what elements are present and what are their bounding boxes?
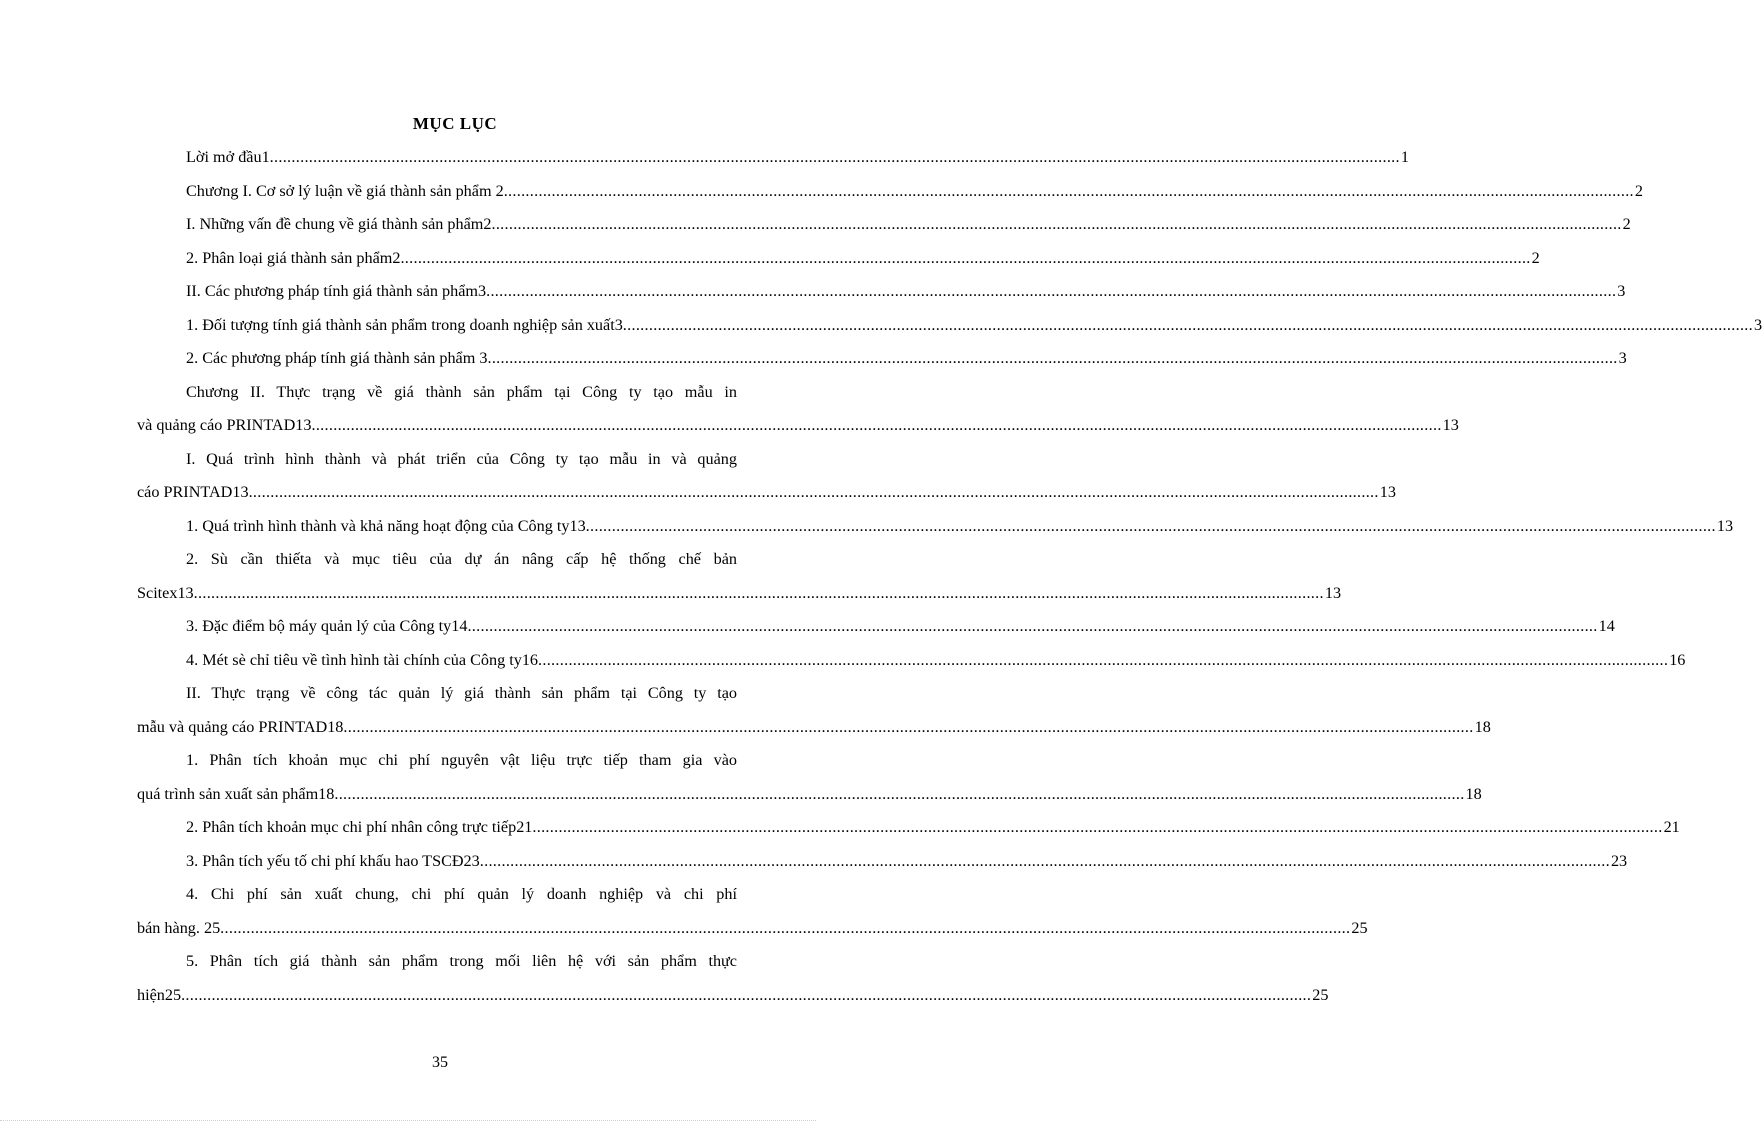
toc-entry[interactable] (137, 984, 1329, 1007)
toc-entry-text: Scitex13 (137, 583, 194, 602)
toc-leader-dots: .................................................................................................................................................................................................................................................................... (248, 483, 1379, 501)
toc-leader-dots: .................................................................................................................................................................................................................................................................... (486, 282, 1617, 300)
toc-entry-text: 1. Đối tượng tính giá thành sản phẩm trong doanh nghiệp sản xuất3 (186, 315, 623, 334)
toc-entry[interactable] (137, 716, 1491, 739)
toc-leader-dots: .................................................................................................................................................................................................................................................................... (479, 851, 1610, 870)
toc-entry-line1[interactable]: Chương II. Thực trạng về giá thành sản phẩm tại Công ty tạo mẫu in (186, 382, 737, 401)
toc-page-number: 21 (1663, 818, 1680, 836)
toc-page-number: 2 (1531, 248, 1540, 267)
toc-page-number: 13 (1324, 583, 1342, 602)
toc-entry[interactable] (137, 280, 1626, 303)
toc-entry[interactable] (137, 180, 1643, 203)
toc-entry-line1[interactable]: I. Quá trình hình thành và phát triển của Công ty tạo mẫu in và quảng (186, 449, 737, 468)
toc-page-number: 18 (1465, 784, 1482, 803)
toc-page-number: 23 (1610, 851, 1628, 870)
toc-entry-text: Lời mở đầu1 (186, 148, 270, 166)
toc-entry-text: cáo PRINTAD13 (137, 483, 249, 501)
toc-entry-text: và quảng cáo PRINTAD13 (137, 416, 312, 434)
toc-entry-line1[interactable]: 2. Sù cần thiếta và mục tiêu của dự án nâng cấp hệ thống chế bản (186, 550, 737, 568)
table-of-contents (137, 146, 1762, 1017)
toc-entry-text: 4. Mét sè chỉ tiêu về tình hình tài chính của Công ty16 (186, 650, 539, 669)
toc-entry-text: I. Những vấn đề chung về giá thành sản phẩm2 (186, 215, 492, 233)
toc-leader-dots: .................................................................................................................................................................................................................................................................... (220, 918, 1351, 937)
toc-leader-dots: .................................................................................................................................................................................................................................................................... (503, 181, 1634, 200)
toc-entry-text: hiện25 (137, 985, 182, 1004)
toc-page-number: 18 (1474, 717, 1491, 736)
toc-entry[interactable] (137, 347, 1627, 370)
toc-page-number: 2 (1622, 215, 1631, 233)
toc-leader-dots: .................................................................................................................................................................................................................................................................... (467, 617, 1598, 635)
toc-entry[interactable] (137, 783, 1482, 806)
toc-page-number: 13 (1442, 416, 1459, 434)
toc-page-number: 3 (1618, 349, 1627, 367)
toc-entry-text: Chương I. Cơ sở lý luận về giá thành sản phẩm 2 (186, 181, 504, 200)
toc-leader-dots: .................................................................................................................................................................................................................................................................... (269, 148, 1400, 166)
toc-entry-text: quá trình sản xuất sản phẩm18 (137, 784, 335, 803)
toc-entry-text: 2. Các phương pháp tính giá thành sản phẩm 3 (186, 349, 488, 367)
toc-entry-line1[interactable]: II. Thực trạng về công tác quản lý giá thành sản phẩm tại Công ty tạo (186, 684, 737, 702)
toc-page-number: 16 (1669, 650, 1686, 669)
toc-entry-text: II. Các phương pháp tính giá thành sản phẩm3 (186, 282, 487, 300)
toc-entry-text: mẫu và quảng cáo PRINTAD18 (137, 717, 344, 736)
toc-entry[interactable] (137, 481, 1396, 504)
toc-entry-text: 1. Quá trình hình thành và khả năng hoạt động của Công ty13 (186, 516, 586, 535)
toc-entry[interactable] (137, 649, 1686, 672)
toc-entry-line1[interactable]: 4. Chi phí sản xuất chung, chi phí quản lý doanh nghiệp và chi phí (186, 885, 737, 903)
toc-entry[interactable] (137, 917, 1368, 940)
toc-leader-dots: .................................................................................................................................................................................................................................................................... (532, 818, 1663, 836)
toc-leader-dots: .................................................................................................................................................................................................................................................................... (585, 516, 1716, 535)
toc-entry-line1[interactable]: 5. Phân tích giá thành sản phẩm trong mối liên hệ với sản phẩm thực (186, 952, 737, 970)
toc-page-number: 13 (1379, 483, 1396, 501)
toc-leader-dots: .................................................................................................................................................................................................................................................................... (193, 583, 1324, 602)
toc-entry[interactable] (137, 582, 1342, 605)
toc-entry-text: 2. Phân loại giá thành sản phẩm2 (186, 248, 401, 267)
toc-entry[interactable] (137, 213, 1631, 236)
toc-entry-text: 2. Phân tích khoản mục chi phí nhân công trực tiếp21 (186, 818, 533, 836)
toc-page-number: 3 (1617, 282, 1626, 300)
toc-page-number: 13 (1716, 516, 1734, 535)
toc-page-number: 2 (1634, 181, 1643, 200)
toc-leader-dots: .................................................................................................................................................................................................................................................................... (622, 315, 1753, 334)
toc-entry-text: 3. Đặc điểm bộ máy quản lý của Công ty14 (186, 617, 468, 635)
toc-entry-line1[interactable]: 1. Phân tích khoản mục chi phí nguyên vật liệu trực tiếp tham gia vào (186, 751, 737, 769)
toc-leader-dots: .................................................................................................................................................................................................................................................................... (334, 784, 1465, 803)
page-number: 35 (432, 1054, 448, 1071)
toc-entry[interactable] (137, 414, 1459, 437)
toc-leader-dots: .................................................................................................................................................................................................................................................................... (311, 416, 1442, 434)
toc-entry[interactable] (137, 615, 1615, 638)
bottom-divider (0, 1120, 816, 1121)
toc-page-number: 14 (1598, 617, 1615, 635)
toc-entry[interactable] (137, 247, 1540, 270)
toc-leader-dots: .................................................................................................................................................................................................................................................................... (181, 985, 1312, 1004)
toc-leader-dots: .................................................................................................................................................................................................................................................................... (400, 248, 1531, 267)
toc-entry[interactable] (137, 146, 1409, 169)
toc-leader-dots: .................................................................................................................................................................................................................................................................... (538, 650, 1669, 669)
toc-page-number: 3 (1753, 315, 1762, 334)
page-title: MỤC LỤC (412, 114, 498, 133)
toc-entry[interactable] (137, 314, 1762, 337)
toc-leader-dots: .................................................................................................................................................................................................................................................................... (487, 349, 1618, 367)
toc-page-number: 1 (1400, 148, 1409, 166)
toc-page-number: 25 (1312, 985, 1329, 1004)
toc-entry-text: 3. Phân tích yếu tố chi phí khấu hao TSCĐ23 (186, 851, 480, 870)
toc-leader-dots: .................................................................................................................................................................................................................................................................... (491, 215, 1622, 233)
toc-leader-dots: .................................................................................................................................................................................................................................................................... (343, 717, 1474, 736)
toc-entry-text: bán hàng. 25 (137, 918, 221, 937)
toc-entry[interactable] (137, 816, 1680, 839)
toc-page-number: 25 (1351, 918, 1368, 937)
toc-entry[interactable] (137, 515, 1734, 538)
toc-entry[interactable] (137, 850, 1628, 873)
